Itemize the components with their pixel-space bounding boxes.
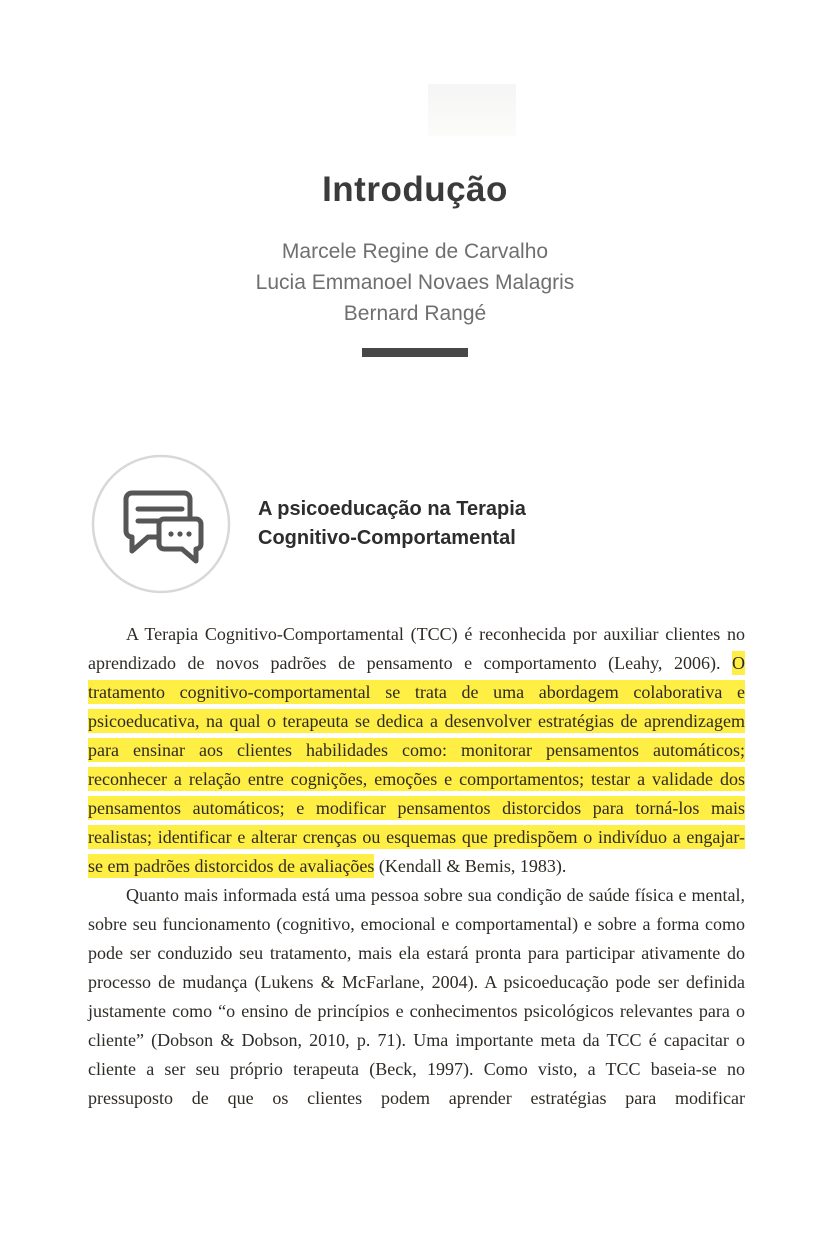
divider-bar bbox=[362, 348, 468, 357]
scan-artifact bbox=[428, 84, 516, 136]
text-segment: Quanto mais informada está uma pessoa sobre sua condição de saúde física e mental, sobre seu funcionamento (cognitivo, emocional e comportamental) e sobre a forma como pode ser conduzido seu tratamento, mais ela estará pronta para participar ativamente do processo de mudança (Lukens & McFarlane, 2004). A psicoeducação pode ser definida justamente como “o ensino de princípios e conhecimentos psicológicos relevantes para o cliente” (Dobson & Dobson, 2010, p. 71). Uma importante meta da TCC é capacitar o cliente a ser seu próprio terapeuta (Beck, 1997). Como visto, a TCC baseia-se no pressuposto de que os clientes podem aprender estratégias para modificar bbox=[88, 885, 745, 1108]
highlighted-text: O tratamento cognitivo-comportamental se trata de uma abordagem colaborativa e psicoeducativa, na qual o terapeuta se dedica a desenvolver estratégias de aprendizagem para ensinar aos clientes habilidades como: monitorar pensamentos automáticos; reconhecer a relação entre cognições, emoções e comportamentos; testar a validade dos pensamentos automáticos; e modificar pensamentos distorcidos para torná-los mais realistas; identificar e alterar crenças ou esquemas que predispõem o indivíduo a engajar-se em padrões distorcidos de avaliações bbox=[88, 653, 745, 876]
author-name: Bernard Rangé bbox=[343, 302, 487, 325]
text-segment: (Kendall & Bemis, 1983). bbox=[374, 856, 567, 876]
paragraph bbox=[88, 620, 745, 881]
section-heading-line: Cognitivo-Comportamental bbox=[258, 527, 516, 549]
section-header bbox=[90, 453, 650, 595]
chapter-title: Introdução bbox=[322, 170, 508, 209]
author-list bbox=[0, 236, 830, 329]
chat-bubbles-icon bbox=[90, 453, 232, 595]
section-heading bbox=[258, 495, 526, 553]
section-heading-line: A psicoeducação na Terapia bbox=[258, 498, 526, 520]
paragraph bbox=[88, 881, 745, 1113]
text-segment: A Terapia Cognitivo-Comportamental (TCC) é reconhecida por auxiliar clientes no aprendizado de novos padrões de pensamento e comportamento (Leahy, 2006). bbox=[88, 624, 745, 673]
author-name: Lucia Emmanoel Novaes Malagris bbox=[255, 271, 575, 294]
body-text bbox=[88, 620, 745, 1113]
author-name: Marcele Regine de Carvalho bbox=[281, 240, 549, 263]
